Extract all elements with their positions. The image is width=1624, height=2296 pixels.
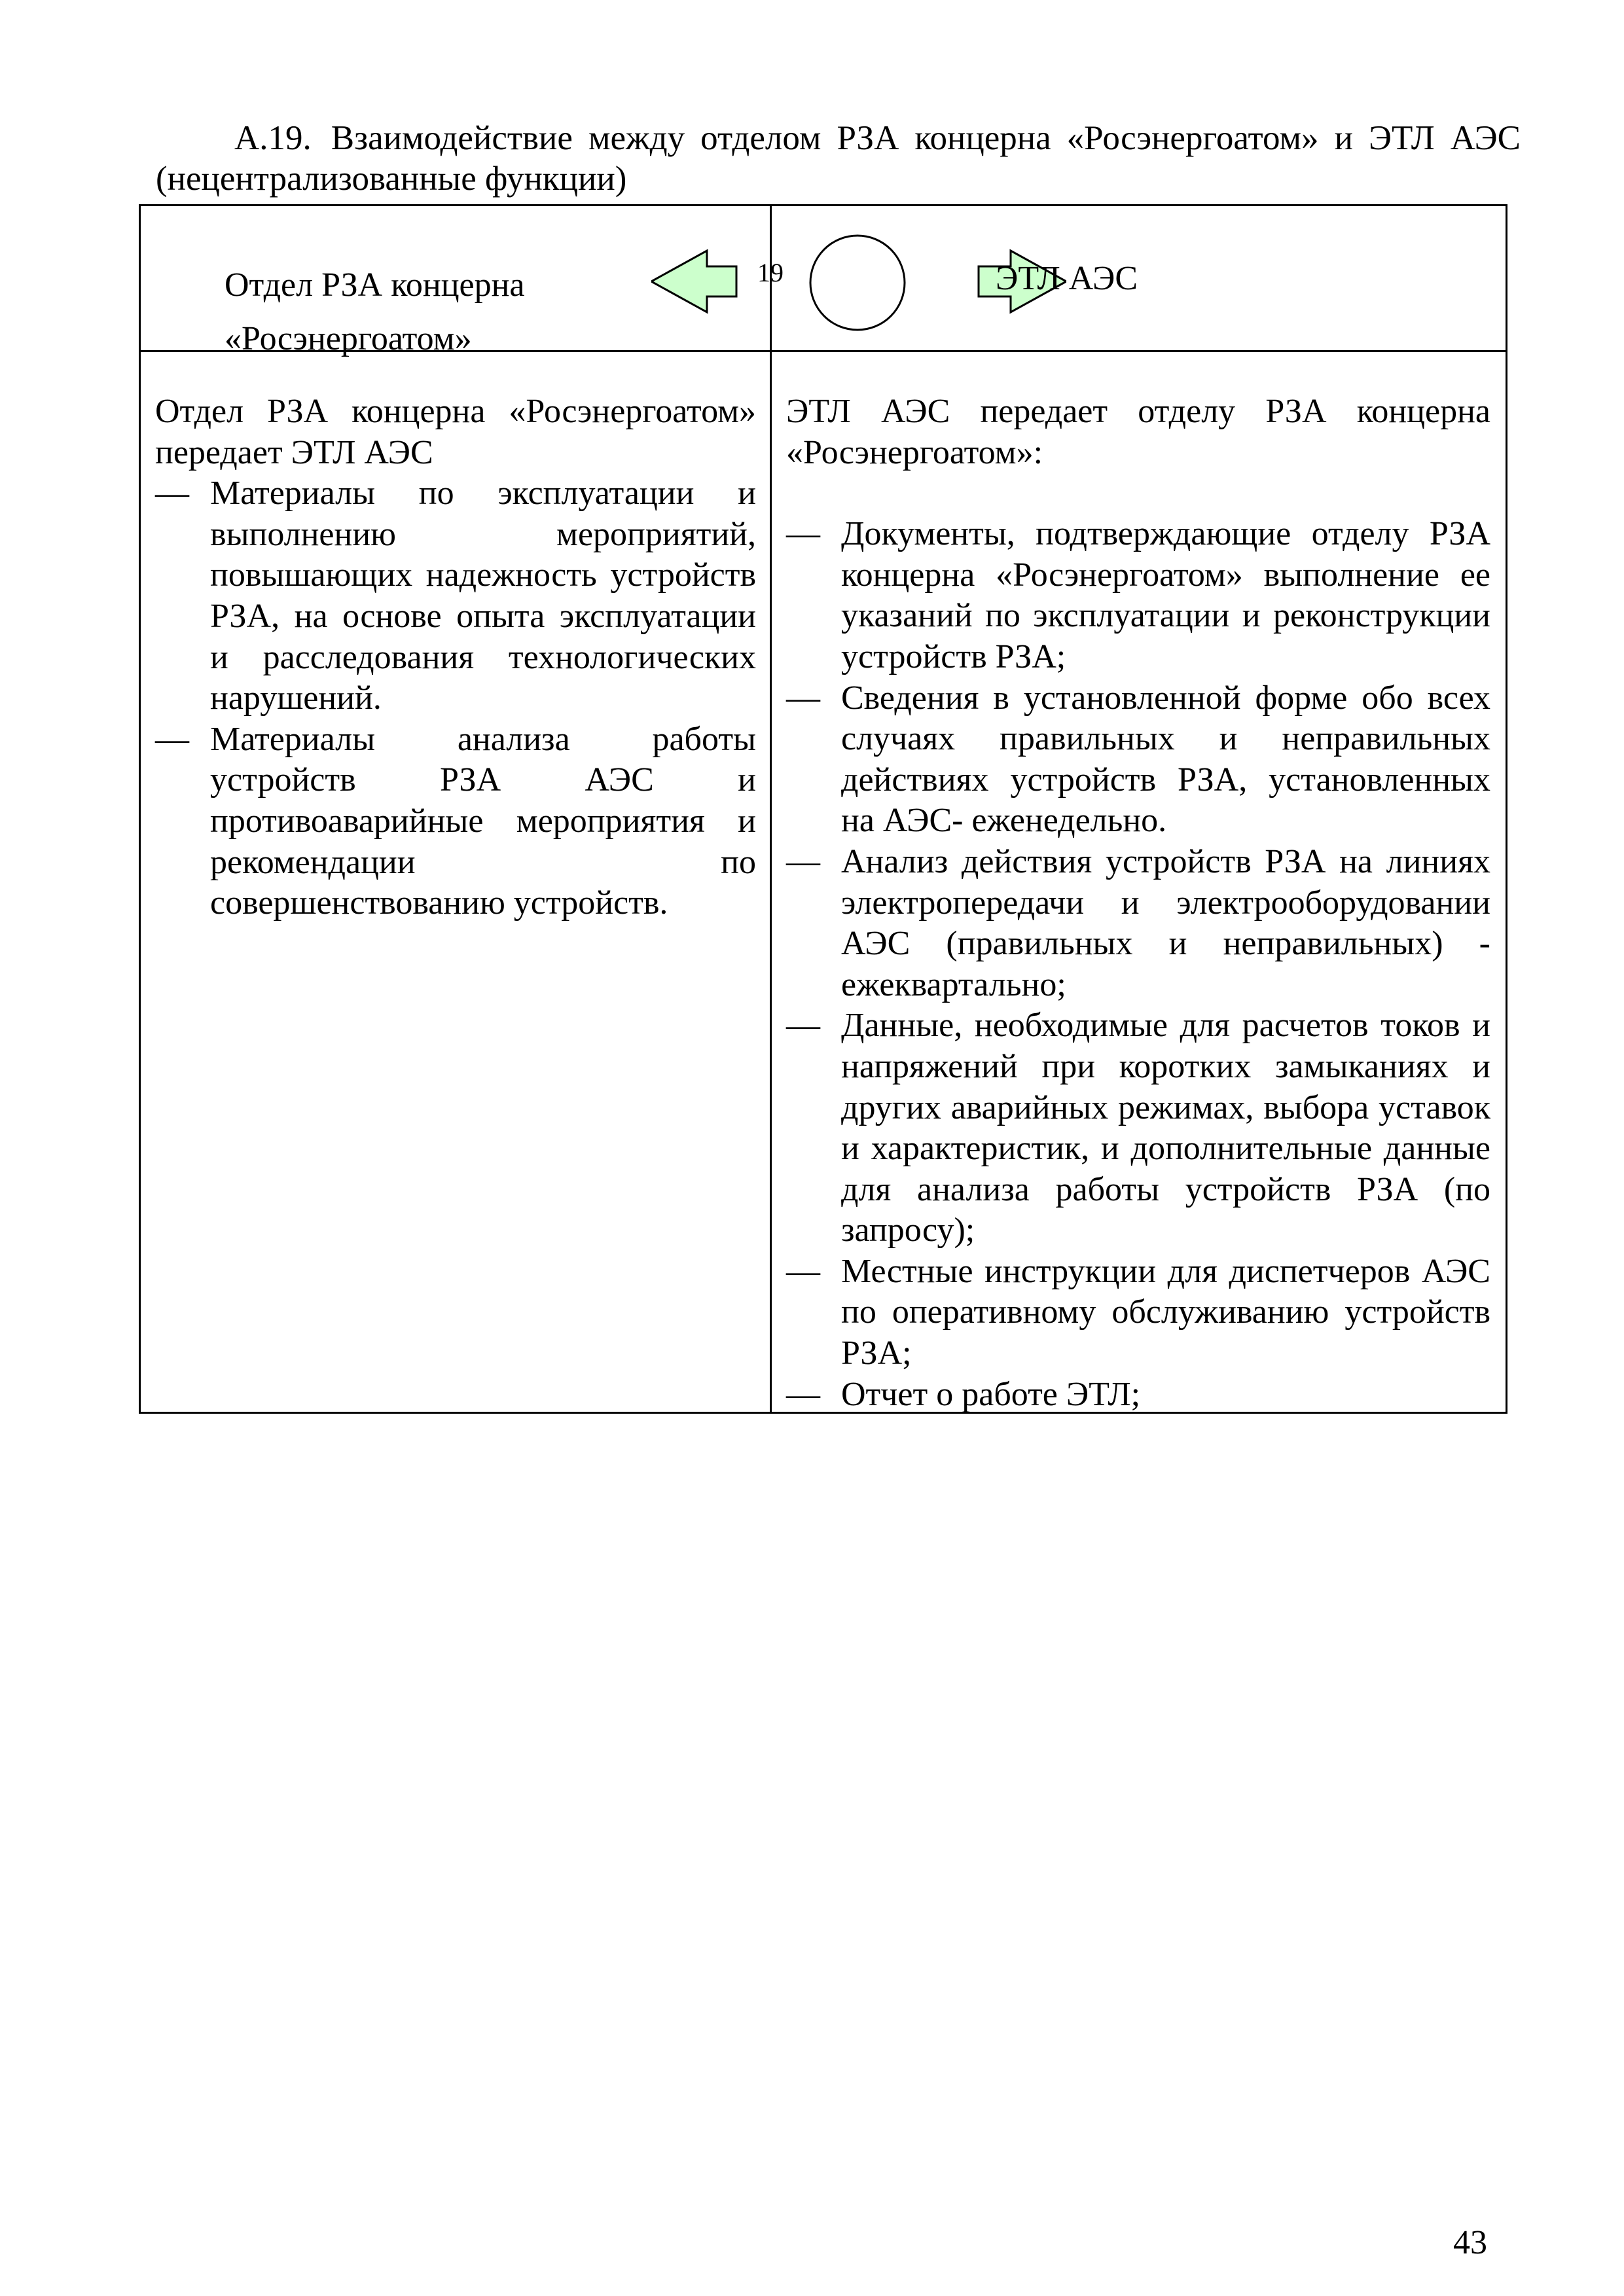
interaction-table xyxy=(139,204,1507,1414)
section-title: Взаимодействие между отделом РЗА концерна «Росэнергоатом» и ЭТЛ АЭС (нецентрализованные функции) xyxy=(156,119,1521,198)
list-item xyxy=(786,1374,1490,1416)
list-item-text: Документы, подтверждающие отделу РЗА концерна «Росэнергоатом» выполнение ее указаний по эксплуатации и реконструкции устройств РЗА; xyxy=(841,515,1490,675)
dash-bullet: — xyxy=(786,1252,820,1290)
left-party-label xyxy=(225,259,525,366)
list-item-text: Данные, необходимые для расчетов токов и напряжений при коротких замыканиях и других аварийных режимах, выбора уставок и характеристик, и дополнительные данные для анализа работы устройств РЗА (по запросу); xyxy=(841,1007,1490,1249)
left-party-line1: Отдел РЗА концерна xyxy=(225,266,525,304)
dash-bullet: — xyxy=(155,720,189,758)
left-party-line2: «Росэнергоатом» xyxy=(225,320,472,357)
right-party-label: ЭТЛ АЭС xyxy=(996,260,1138,297)
dash-bullet: — xyxy=(786,1007,820,1045)
section-number: А.19. xyxy=(234,119,312,157)
left-list xyxy=(155,473,756,924)
dash-bullet: — xyxy=(786,515,820,553)
list-item xyxy=(786,1251,1490,1374)
list-item xyxy=(155,473,756,719)
list-item-text: Материалы по эксплуатации и выполнению мероприятий, повышающих надежность устройств РЗА, на основе опыта эксплуатации и расследования технологических нарушений. xyxy=(210,475,756,717)
left-intro: Отдел РЗА концерна «Росэнергоатом» передает ЭТЛ АЭС xyxy=(155,393,756,471)
page-number: 43 xyxy=(1453,2224,1487,2261)
right-list xyxy=(786,514,1490,1415)
interaction-circle-icon xyxy=(810,236,905,330)
dash-bullet: — xyxy=(786,1375,820,1413)
list-item xyxy=(786,514,1490,677)
list-item-text: Сведения в установленной форме обо всех случаях правильных и неправильных действиях устройств РЗА, установленных на АЭС- еженедельно. xyxy=(841,679,1490,840)
list-item xyxy=(786,1005,1490,1251)
list-item-text: Анализ действия устройств РЗА на линиях электропередачи и электрооборудовании АЭС (правильных и неправильных) - ежеквартально; xyxy=(841,842,1490,1003)
list-item-text: Отчет о работе ЭТЛ; xyxy=(841,1375,1141,1413)
section-heading xyxy=(156,118,1521,199)
list-item-text: Материалы анализа работы устройств РЗА АЭС и противоаварийные мероприятия и рекомендации по совершенствованию устройств. xyxy=(210,720,756,922)
column-divider xyxy=(770,206,772,1412)
dash-bullet: — xyxy=(786,679,820,717)
list-item xyxy=(786,678,1490,842)
blank-line xyxy=(786,473,1490,514)
list-item xyxy=(786,842,1490,1005)
left-column-content xyxy=(155,391,756,924)
list-item-text: Местные инструкции для диспетчеров АЭС по оперативному обслуживанию устройств РЗА; xyxy=(841,1252,1490,1372)
dash-bullet: — xyxy=(786,842,820,880)
left-arrow-icon xyxy=(651,251,736,312)
right-column-content xyxy=(786,391,1490,1415)
list-item xyxy=(155,719,756,924)
right-intro: ЭТЛ АЭС передает отделу РЗА концерна «Росэнергоатом»: xyxy=(786,393,1490,471)
interaction-number: 19 xyxy=(757,258,784,287)
dash-bullet: — xyxy=(155,475,189,512)
